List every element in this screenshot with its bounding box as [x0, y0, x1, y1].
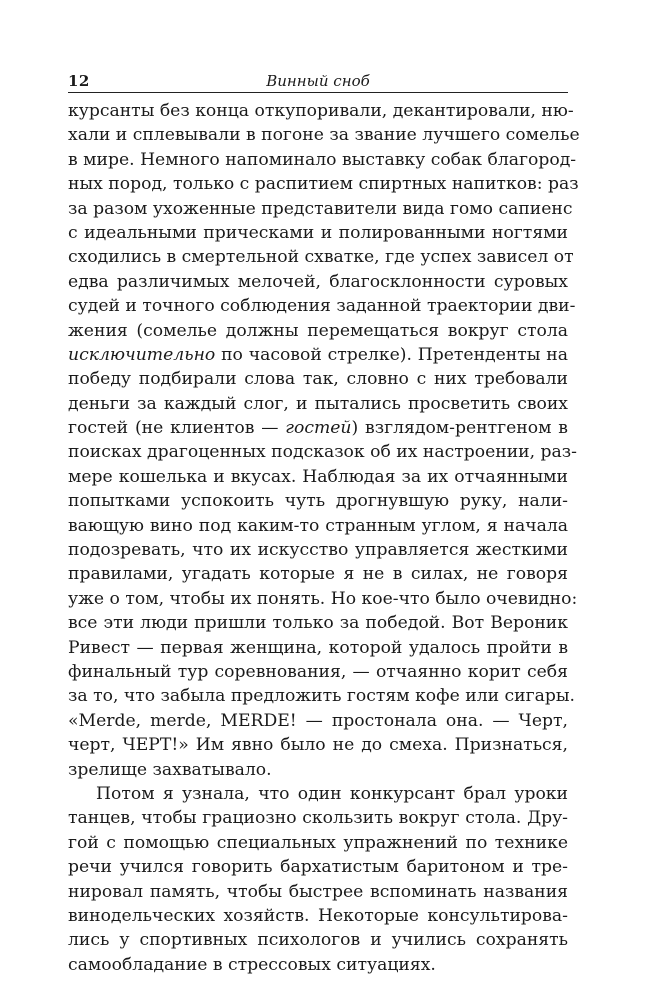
text-line: судей и точного соблюдения заданной траектории дви- — [68, 296, 576, 317]
text-line: самообладание в стрессовых ситуациях. — [68, 954, 436, 975]
text-line: за то, что забыла предложить гостям кофе или сигары. — [68, 686, 576, 707]
text-fragment: ) взглядом-рентгеном в — [351, 418, 568, 439]
text-line — [68, 416, 568, 440]
body-text — [68, 99, 580, 977]
text-line: речи учился говорить бархатистым баритоном и тре- — [68, 857, 568, 878]
text-line: победу подбирали слова так, словно с них требовали — [68, 369, 568, 390]
text-line: хали и сплевывали в погоне за звание лучшего сомелье — [68, 125, 580, 146]
paragraph-1 — [68, 99, 580, 782]
text-line: лись у спортивных психологов и учились сохранять — [68, 930, 568, 951]
header-rule — [68, 92, 568, 93]
text-line: курсанты без конца откупоривали, декантировали, ню- — [68, 101, 574, 121]
text-line: все эти люди пришли только за победой. Вот Вероник — [68, 613, 568, 634]
text-line: уже о том, чтобы их понять. Но кое-что было очевидно: — [68, 588, 578, 609]
running-title: Винный сноб — [266, 72, 370, 90]
text-line: «Merde, merde, MERDE! — простонала она. — Черт, — [68, 710, 568, 731]
text-line: винодельческих хозяйств. Некоторые консультирова- — [68, 905, 568, 926]
text-line: Ривест — первая женщина, которой удалось пройти в — [68, 637, 568, 658]
text-line: правилами, угадать которые я не в силах, не говоря — [68, 564, 568, 585]
text-line: с идеальными прическами и полированными ногтями — [68, 222, 568, 243]
text-line: едва различимых мелочей, благосклонности суровых — [68, 271, 568, 292]
page-number: 12 — [68, 72, 90, 90]
running-header — [68, 70, 568, 92]
text-line: мере кошелька и вкусах. Наблюдая за их отчаянными — [68, 466, 568, 487]
text-line: за разом ухоженные представители вида гомо сапиенс — [68, 198, 573, 219]
text-line: гой с помощью специальных упражнений по технике — [68, 832, 568, 853]
text-line: попытками успокоить чуть дрогнувшую руку, нали- — [68, 491, 568, 512]
text-line — [68, 343, 568, 367]
text-line: жения (сомелье должны перемещаться вокруг стола — [68, 320, 568, 341]
text-line: танцев, чтобы грациозно скользить вокруг стола. Дру- — [68, 808, 568, 829]
italic-emphasis: исключительно — [68, 344, 216, 365]
text-line: финальный тур соревнования, — отчаянно корит себя — [68, 661, 568, 682]
text-line: поисках драгоценных подсказок об их настроении, раз- — [68, 442, 577, 463]
text-line: в мире. Немного напоминало выставку собак благород- — [68, 149, 577, 170]
text-line: деньги за каждый слог, и пытались просветить своих — [68, 393, 568, 414]
paragraph-2 — [68, 782, 568, 977]
text-line: зрелище захватывало. — [68, 759, 272, 780]
italic-emphasis: гостей — [285, 418, 352, 439]
text-fragment: гостей (не клиентов — — [68, 418, 286, 439]
text-line: Потом я узнала, что один конкурсант брал уроки — [96, 783, 568, 804]
text-line: нировал память, чтобы быстрее вспоминать названия — [68, 881, 568, 902]
text-line: ных пород, только с распитием спиртных напитков: раз — [68, 174, 579, 195]
text-line: подозревать, что их искусство управляется жесткими — [68, 540, 568, 561]
text-line: сходились в смертельной схватке, где успех зависел от — [68, 247, 574, 268]
text-line: черт, ЧЕРТ!» Им явно было не до смеха. Признаться, — [68, 735, 568, 756]
text-fragment: по часовой стрелке). Претенденты на — [215, 344, 568, 365]
text-line: вающую вино под каким-то странным углом, я начала — [68, 515, 568, 536]
